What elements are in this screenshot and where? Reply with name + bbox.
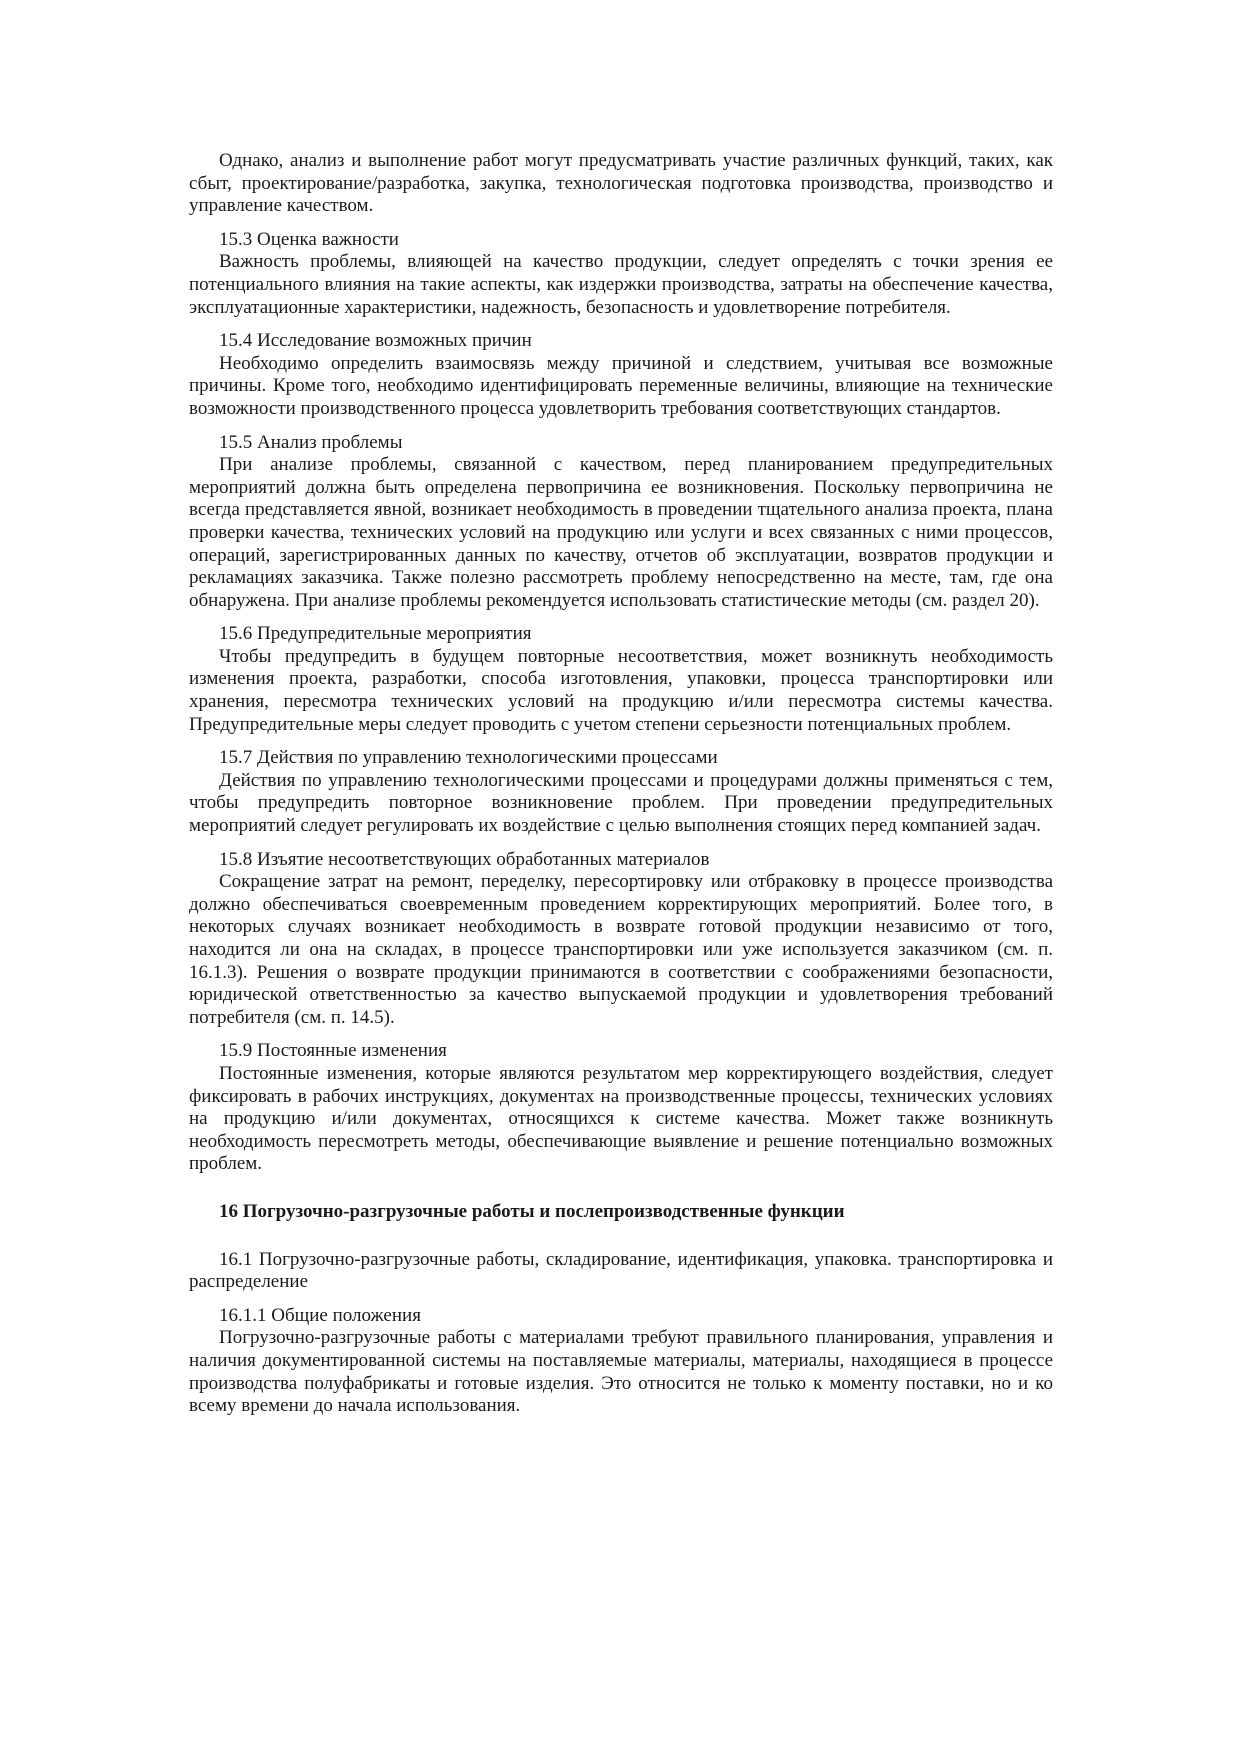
intro-paragraph: Однако, анализ и выполнение работ могут предусматривать участие различных функций, таких, как сбыт, проектирование/разработка, закупка, технологическая подготовка производства, производство и управление качеством.: [189, 150, 1053, 217]
section-15-3: [189, 229, 1053, 319]
section-heading: 15.9 Постоянные изменения: [219, 1040, 447, 1062]
section-15-4: [189, 330, 1053, 420]
section-heading: 15.6 Предупредительные мероприятия: [219, 623, 532, 645]
section-15-6: [189, 623, 1053, 736]
section-heading: 15.5 Анализ проблемы: [219, 431, 403, 453]
section-heading: 15.3 Оценка важности: [219, 228, 399, 250]
section-15-5: [189, 432, 1053, 613]
section-16-1-1: [189, 1305, 1053, 1418]
section-text: Постоянные изменения, которые являются результатом мер корректирующего воздействия, следует фиксировать в рабочих инструкциях, документах на производственные процессы, технических условиях на продукцию и/или документах, относящихся к системе качества. Может также возникнуть необходимость пересмотреть методы, обеспечивающие выявление и решение потенциально возможных проблем.: [189, 1062, 1053, 1175]
section-15-8: [189, 849, 1053, 1030]
section-text: Сокращение затрат на ремонт, переделку, пересортировку или отбраковку в процессе производства должно обеспечиваться своевременным проведением корректирующих мероприятий. Более того, в некоторых случаях возникает необходимость в возврате готовой продукции независимо от того, находится ли она на складах, в процессе транспортировки или уже используется заказчиком (см. п. 16.1.3). Решения о возврате продукции принимаются в соответствии с соображениями безопасности, юридической ответственностью за качество выпускаемой продукции и удовлетворения требований потребителя (см. п. 14.5).: [189, 871, 1053, 1028]
subchapter-heading: 16.1 Погрузочно-разгрузочные работы, складирование, идентификация, упаковка. транспортировка и распределение: [189, 1248, 1053, 1293]
section-text: При анализе проблемы, связанной с качеством, перед планированием предупредительных мероприятий должна быть определена первопричина ее возникновения. Поскольку первопричина не всегда представляется явной, возникает необходимость в проведении тщательного анализа проекта, плана проверки качества, технических условий на продукцию или услуги и всех связанных с ними процессов, операций, зарегистрированных данных по качеству, отчетов об эксплуатации, возвратов продукции и рекламациях заказчика. Также полезно рассмотреть проблему непосредственно на месте, там, где она обнаружена. При анализе проблемы рекомендуется использовать статистические методы (см. раздел 20).: [189, 454, 1053, 611]
section-text: Важность проблемы, влияющей на качество продукции, следует определять с точки зрения ее потенциального влияния на такие аспекты, как издержки производства, затраты на обеспечение качества, эксплуатационные характеристики, надежность, безопасность и удовлетворение потребителя.: [189, 251, 1053, 318]
section-heading: 16.1.1 Общие положения: [219, 1304, 421, 1326]
section-heading: 15.4 Исследование возможных причин: [219, 330, 532, 352]
section-heading: 15.8 Изъятие несоответствующих обработанных материалов: [219, 848, 710, 870]
section-text: Необходимо определить взаимосвязь между причиной и следствием, учитывая все возможные причины. Кроме того, необходимо идентифицировать переменные величины, влияющие на технические возможности производственного процесса удовлетворить требования соответствующих стандартов.: [189, 352, 1053, 419]
section-text: Чтобы предупредить в будущем повторные несоответствия, может возникнуть необходимость изменения проекта, разработки, способа изготовления, упаковки, процесса транспортировки или хранения, пересмотра технических условий на продукцию и/или пересмотра системы качества. Предупредительные меры следует проводить с учетом степени серьезности потенциальных проблем.: [189, 645, 1053, 735]
section-text: Действия по управлению технологическими процессами и процедурами должны применяться с тем, чтобы предупредить повторное возникновение проблем. При проведении предупредительных мероприятий следует регулировать их воздействие с целью выполнения стоящих перед компанией задач.: [189, 769, 1053, 837]
section-heading: 15.7 Действия по управлению технологическими процессами: [219, 747, 718, 769]
document-page: [189, 150, 1053, 1429]
chapter-heading: 16 Погрузочно-разгрузочные работы и послепроизводственные функции: [219, 1200, 845, 1222]
section-15-9: [189, 1040, 1053, 1176]
section-15-7: [189, 747, 1053, 837]
section-text: Погрузочно-разгрузочные работы с материалами требуют правильного планирования, управления и наличия документированной системы на поставляемые материалы, материалы, находящиеся в процессе производства полуфабрикаты и готовые изделия. Это относится не только к моменту поставки, но и ко всему времени до начала использования.: [189, 1327, 1053, 1417]
